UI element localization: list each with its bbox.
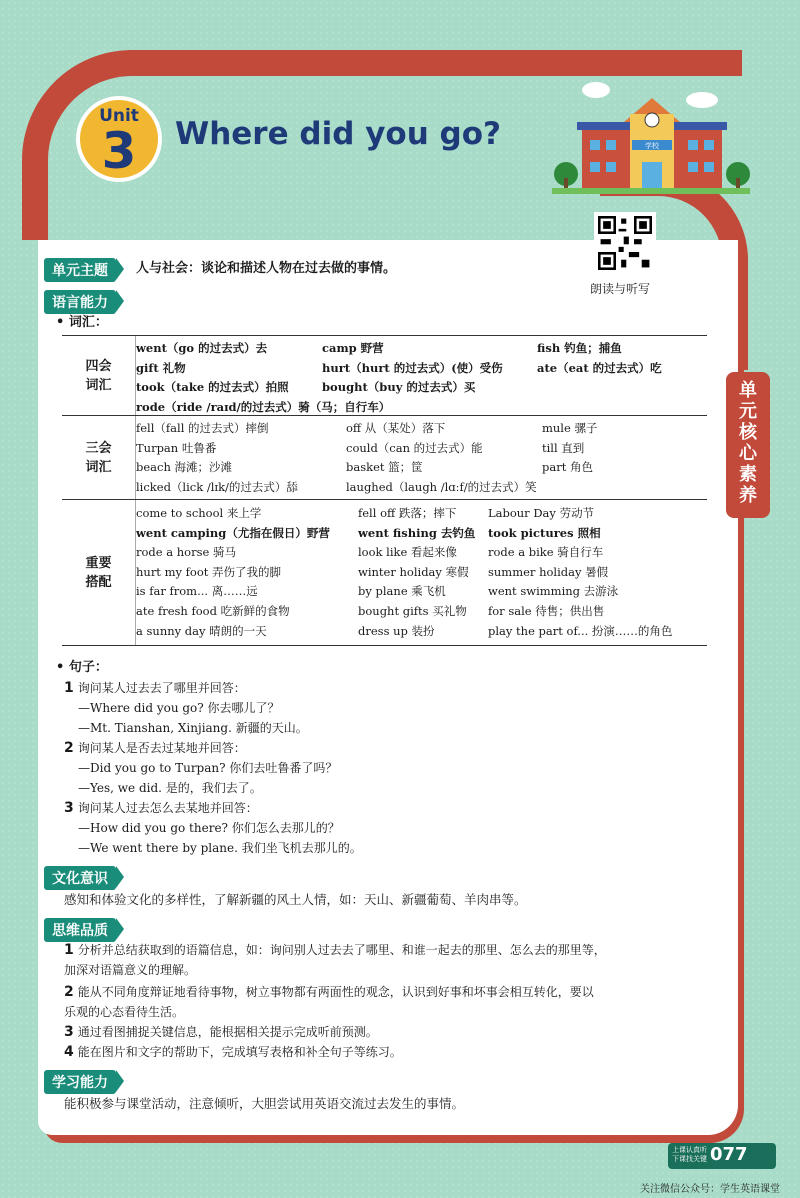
vocab-cell: laughed（laugh /lɑːf/的过去式）笑 [346, 479, 537, 494]
vocab-cell: dress up 装扮 [358, 623, 435, 638]
page-number: 077 [710, 1144, 748, 1165]
thinking-line: 通过看图捕捉关键信息，能根据相关提示完成听前预测。 [77, 1025, 378, 1039]
vocab-label: • 词汇： [56, 315, 108, 330]
learning-tag: 学习能力 [44, 1070, 116, 1094]
qr-code[interactable] [594, 212, 656, 274]
vocab-cell [537, 378, 707, 398]
vocab-cell: bought gifts 买礼物 [358, 603, 467, 618]
vocab-row-three-skills [62, 416, 707, 500]
thinking-item [64, 982, 704, 1022]
thinking-item [64, 1022, 378, 1042]
vocab-cell: could（can 的过去式）能 [346, 440, 483, 455]
sentence-label-text: 句子： [68, 660, 108, 675]
qr-label: 朗读与听写 [590, 282, 651, 296]
thinking-item [64, 1042, 402, 1062]
sentence-topic: 询问某人过去怎么去某地并回答： [77, 801, 258, 815]
language-tag: 语言能力 [44, 290, 116, 314]
vocab-row-head: 重要 搭配 [62, 500, 136, 645]
school-sign: 学校 [645, 142, 659, 150]
unit-badge [76, 96, 162, 182]
vocab-cell: went（go 的过去式）去 [136, 341, 268, 355]
thinking-line: 分析并总结获取到的语篇信息，如：询问别人过去去了哪里、和谁一起去的那里、怎么去的那里等， [77, 943, 606, 957]
sentence-item [64, 738, 337, 798]
sentence-question: —Where did you go? 你去哪儿了？ [78, 701, 280, 715]
page-number-badge [668, 1143, 776, 1169]
sentence-number: 3 [64, 800, 74, 816]
sentence-item [64, 798, 362, 858]
sentence-question: —How did you go there? 你们怎么去那儿的？ [78, 821, 340, 835]
unit-number: 3 [101, 122, 137, 180]
unit-word: Unit [99, 106, 139, 126]
page-title: Where did you go? [175, 116, 502, 152]
thinking-number: 4 [64, 1044, 74, 1060]
sentence-label: • 句子： [56, 660, 108, 675]
vocab-cell: went swimming 去游泳 [488, 584, 619, 599]
vocab-row-head: 三会 词汇 [62, 416, 136, 499]
vocab-row-collocations [62, 500, 707, 646]
thinking-number: 1 [64, 942, 74, 958]
vocab-cell: rode a horse 骑马 [136, 545, 236, 560]
vocab-cell: Labour Day 劳动节 [488, 506, 595, 520]
vocab-cell: part 角色 [542, 460, 593, 475]
vocab-row-four-skills [62, 336, 707, 416]
vocab-cell: fell（fall 的过去式）摔倒 [136, 421, 269, 435]
vocab-cell: fell off 跌落；摔下 [358, 506, 457, 520]
learning-text: 能积极参与课堂活动，注意倾听，大胆尝试用英语交流过去发生的事情。 [64, 1096, 465, 1111]
thinking-line: 能在图片和文字的帮助下，完成填写表格和补全句子等练习。 [77, 1045, 402, 1059]
vocab-cell: is far from... 离……远 [136, 584, 258, 599]
vocab-cell: took（take 的过去式）拍照 [136, 380, 289, 395]
thinking-number: 3 [64, 1024, 74, 1040]
vocab-cell: bought（buy 的过去式）买 [322, 380, 476, 395]
vocab-cell: ate fresh food 吃新鲜的食物 [136, 603, 290, 618]
sentence-topic: 询问某人过去去了哪里并回答： [77, 681, 246, 695]
school-illustration-icon [552, 78, 750, 196]
vocab-cell: for sale 待售；供出售 [488, 603, 605, 618]
vocab-cell: gift 礼物 [136, 360, 186, 375]
vocab-cell: hurt my foot 弄伤了我的脚 [136, 564, 282, 579]
vocab-cell: fish 钓鱼；捕鱼 [537, 341, 622, 355]
vocab-cell: rode（ride /raɪd/的过去式）骑（马；自行车） [136, 399, 391, 414]
thinking-line-cont: 乐观的心态看待生活。 [64, 1005, 185, 1019]
sentence-answer: —Yes, we did. 是的，我们去了。 [78, 781, 262, 795]
vocab-cell: beach 海滩；沙滩 [136, 460, 233, 475]
thinking-tag: 思维品质 [44, 918, 116, 942]
vocab-cell: summer holiday 暑假 [488, 564, 609, 579]
vocab-cell: a sunny day 晴朗的一天 [136, 623, 267, 638]
sentence-topic: 询问某人是否去过某地并回答： [77, 741, 246, 755]
vocab-cell: basket 篮；筐 [346, 460, 423, 475]
vocab-row-head: 四会 词汇 [62, 336, 136, 415]
vocab-cell: winter holiday 寒假 [358, 564, 469, 579]
vocab-cell: till 直到 [542, 440, 585, 455]
theme-tag: 单元主题 [44, 258, 116, 282]
vocab-cell: ate（eat 的过去式）吃 [537, 360, 662, 375]
vocab-cell: Turpan 吐鲁番 [136, 440, 217, 455]
vocab-cell: by plane 乘飞机 [358, 584, 446, 599]
vocab-cell: hurt（hurt 的过去式）(使）受伤 [322, 360, 503, 375]
vocab-label-text: 词汇： [68, 315, 108, 330]
theme-text: 人与社会：谈论和描述人物在过去做的事情。 [136, 261, 397, 276]
footer-text: 关注微信公众号：学生英语课堂 [640, 1184, 780, 1195]
sentence-answer: —We went there by plane. 我们坐飞机去那儿的。 [78, 841, 362, 855]
side-tab [726, 372, 770, 518]
vocab-cell: licked（lick /lɪk/的过去式）舔 [136, 479, 298, 494]
vocab-table [62, 335, 707, 646]
sentence-number: 2 [64, 740, 74, 756]
thinking-item [64, 940, 704, 980]
vocab-cell: went camping（尤指在假日）野营 [136, 525, 330, 540]
culture-text: 感知和体验文化的多样性，了解新疆的风土人情，如：天山、新疆葡萄、羊肉串等。 [64, 892, 527, 907]
thinking-line: 能从不同角度辩证地看待事物，树立事物都有两面性的观念，认识到好事和坏事会相互转化，要以 [77, 985, 594, 999]
thinking-number: 2 [64, 984, 74, 1000]
vocab-cell: mule 骡子 [542, 421, 598, 435]
thinking-line-cont: 加深对语篇意义的理解。 [64, 963, 197, 977]
sentence-answer: —Mt. Tianshan, Xinjiang. 新疆的天山。 [78, 721, 308, 735]
vocab-cell: rode a bike 骑自行车 [488, 545, 604, 560]
vocab-cell: camp 野营 [322, 341, 384, 355]
vocab-cell: play the part of... 扮演……的角色 [488, 623, 673, 638]
page-badge-text: 上课认真听 下课找关键 [672, 1146, 707, 1163]
vocab-cell: look like 看起来像 [358, 545, 457, 560]
side-tab-label: 单元核心素养 [739, 380, 757, 506]
culture-tag: 文化意识 [44, 866, 116, 890]
sentence-item [64, 678, 308, 738]
vocab-cell: off 从（某处）落下 [346, 421, 446, 435]
sentence-question: —Did you go to Turpan? 你们去吐鲁番了吗？ [78, 761, 338, 775]
sentence-number: 1 [64, 680, 74, 696]
vocab-cell: come to school 来上学 [136, 506, 262, 520]
vocab-cell: took pictures 照相 [488, 525, 601, 540]
vocab-cell: went fishing 去钓鱼 [358, 525, 476, 540]
